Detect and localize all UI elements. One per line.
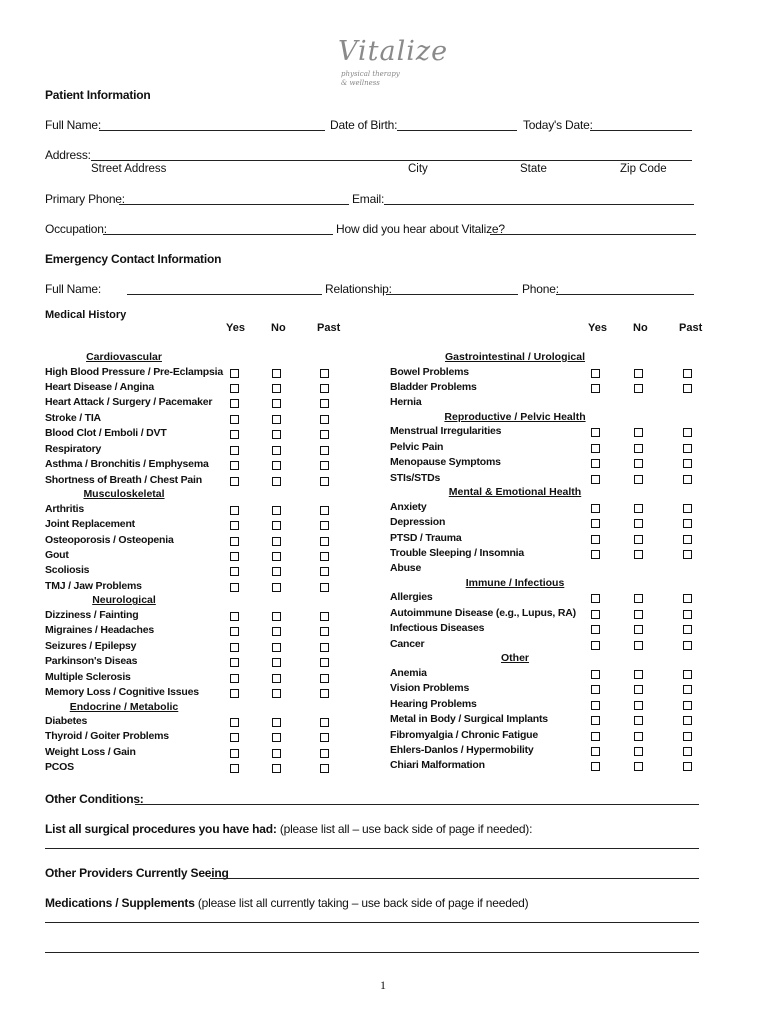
past-checkbox[interactable] [320, 612, 329, 621]
no-checkbox[interactable] [272, 674, 281, 683]
section-heading: Cardiovascular [86, 351, 162, 363]
yes-checkbox[interactable] [591, 625, 600, 634]
past-checkbox[interactable] [683, 444, 692, 453]
no-checkbox[interactable] [272, 764, 281, 773]
no-checkbox[interactable] [634, 625, 643, 634]
yes-checkbox[interactable] [230, 552, 239, 561]
full-name-field[interactable] [99, 130, 325, 131]
condition-label: Diabetes [45, 715, 88, 727]
condition-label: Menstrual Irregularities [390, 425, 502, 438]
no-checkbox[interactable] [272, 749, 281, 758]
no-checkbox[interactable] [272, 446, 281, 455]
full-name-label: Full Name: [45, 118, 102, 132]
past-checkbox[interactable] [320, 369, 329, 378]
condition-label: Asthma / Bronchitis / Emphysema [45, 458, 209, 471]
yes-checkbox[interactable] [230, 430, 239, 439]
yes-checkbox[interactable] [591, 444, 600, 453]
no-checkbox[interactable] [634, 535, 643, 544]
past-checkbox[interactable] [320, 384, 329, 393]
page-number: 1 [380, 978, 386, 992]
no-checkbox[interactable] [272, 430, 281, 439]
condition-label: Menopause Symptoms [390, 456, 501, 469]
past-checkbox[interactable] [320, 430, 329, 439]
past-checkbox[interactable] [683, 747, 692, 756]
condition-label: Parkinson's Diseas [45, 655, 138, 668]
yes-checkbox[interactable] [591, 550, 600, 559]
condition-label: Abuse [390, 562, 422, 575]
yes-checkbox[interactable] [591, 475, 600, 484]
yes-checkbox[interactable] [230, 764, 239, 773]
no-checkbox[interactable] [272, 658, 281, 667]
no-checkbox[interactable] [272, 415, 281, 424]
condition-label: Weight Loss / Gain [45, 745, 136, 758]
condition-label: Chiari Malformation [390, 759, 485, 772]
no-checkbox[interactable] [634, 519, 643, 528]
condition-label: Multiple Sclerosis [45, 670, 131, 683]
yes-checkbox[interactable] [230, 583, 239, 592]
past-checkbox[interactable] [320, 506, 329, 515]
condition-label: Memory Loss / Cognitive Issues [45, 686, 199, 699]
past-checkbox[interactable] [320, 733, 329, 742]
past-checkbox[interactable] [320, 537, 329, 546]
no-checkbox[interactable] [634, 701, 643, 710]
yes-checkbox[interactable] [591, 594, 600, 603]
past-checkbox[interactable] [320, 461, 329, 470]
no-checkbox[interactable] [272, 643, 281, 652]
past-checkbox[interactable] [683, 550, 692, 559]
past-checkbox[interactable] [320, 521, 329, 530]
yes-checkbox[interactable] [230, 415, 239, 424]
street-address-caption: Street Address [91, 163, 167, 175]
medical-history-heading: Medical History [45, 309, 127, 321]
no-checkbox[interactable] [272, 537, 281, 546]
yes-checkbox[interactable] [591, 384, 600, 393]
emergency-full-name-field[interactable] [127, 294, 322, 295]
surgical-procedures-field[interactable] [45, 848, 699, 849]
past-checkbox[interactable] [683, 594, 692, 603]
section-heading: Immune / Infectious [465, 576, 565, 589]
yes-checkbox[interactable] [591, 747, 600, 756]
section-heading: Reproductive / Pelvic Health [444, 410, 586, 423]
emergency-phone-field[interactable] [556, 294, 694, 295]
no-checkbox[interactable] [634, 641, 643, 650]
condition-label: Osteoporosis / Osteopenia [45, 533, 174, 546]
no-checkbox[interactable] [272, 612, 281, 621]
past-checkbox[interactable] [320, 627, 329, 636]
no-checkbox[interactable] [634, 732, 643, 741]
yes-checkbox[interactable] [591, 732, 600, 741]
patient-info-heading: Patient Information [45, 88, 151, 102]
no-checkbox[interactable] [634, 716, 643, 725]
primary-phone-field[interactable] [119, 204, 349, 205]
past-checkbox[interactable] [683, 459, 692, 468]
primary-phone-label: Primary Phone: [45, 192, 125, 206]
no-checkbox[interactable] [272, 718, 281, 727]
yes-checkbox[interactable] [591, 535, 600, 544]
vitalize-logo [338, 36, 449, 90]
condition-label: Heart Attack / Surgery / Pacemaker [45, 396, 213, 409]
condition-label: Blood Clot / Emboli / DVT [45, 427, 167, 440]
past-checkbox[interactable] [320, 689, 329, 698]
past-checkbox[interactable] [683, 641, 692, 650]
no-checkbox[interactable] [272, 399, 281, 408]
yes-checkbox[interactable] [230, 399, 239, 408]
no-checkbox[interactable] [634, 747, 643, 756]
no-checkbox[interactable] [272, 521, 281, 530]
zip-code-caption: Zip Code [620, 163, 667, 175]
yes-checkbox[interactable] [230, 689, 239, 698]
surgical-procedures-label: List all surgical procedures you have had: [45, 822, 277, 836]
section-heading: Musculoskeletal [83, 488, 165, 501]
yes-checkbox[interactable] [591, 428, 600, 437]
logo-tagline-2: & wellness [341, 79, 380, 87]
section-heading: Endocrine / Metabolic [69, 700, 179, 713]
emergency-phone-label: Phone: [522, 282, 559, 296]
logo-script: Vitalize [338, 36, 449, 67]
condition-label: Scoliosis [45, 564, 90, 577]
no-checkbox[interactable] [272, 627, 281, 636]
section-heading: Neurological [92, 594, 156, 607]
past-checkbox[interactable] [320, 658, 329, 667]
past-checkbox[interactable] [683, 504, 692, 513]
yes-checkbox[interactable] [591, 459, 600, 468]
past-checkbox[interactable] [683, 716, 692, 725]
condition-label: Gout [45, 548, 69, 561]
relationship-label: Relationship: [325, 282, 392, 296]
yes-checkbox[interactable] [230, 627, 239, 636]
email-label: Email: [352, 192, 385, 206]
past-checkbox[interactable] [320, 477, 329, 486]
no-checkbox[interactable] [634, 550, 643, 559]
no-checkbox[interactable] [634, 384, 643, 393]
no-checkbox[interactable] [634, 610, 643, 619]
condition-label: Anemia [390, 666, 427, 679]
yes-checkbox[interactable] [591, 610, 600, 619]
left-col-yes-header: Yes [226, 322, 245, 334]
condition-label: Hernia [390, 396, 422, 409]
yes-checkbox[interactable] [591, 519, 600, 528]
condition-label: TMJ / Jaw Problems [45, 579, 142, 592]
section-heading: Gastrointestinal / Urological [444, 351, 586, 363]
past-checkbox[interactable] [683, 685, 692, 694]
yes-checkbox[interactable] [230, 461, 239, 470]
left-col-past-header: Past [317, 322, 341, 334]
condition-label: Seizures / Epilepsy [45, 639, 137, 652]
no-checkbox[interactable] [272, 552, 281, 561]
condition-label: Dizziness / Fainting [45, 608, 139, 621]
email-field[interactable] [384, 204, 694, 205]
past-checkbox[interactable] [320, 749, 329, 758]
no-checkbox[interactable] [272, 583, 281, 592]
other-providers-field[interactable] [210, 878, 699, 879]
right-col-yes-header: Yes [588, 322, 607, 334]
yes-checkbox[interactable] [591, 504, 600, 513]
state-caption: State [520, 163, 547, 175]
medications-label: Medications / Supplements [45, 896, 195, 910]
past-checkbox[interactable] [320, 718, 329, 727]
yes-checkbox[interactable] [230, 506, 239, 515]
no-checkbox[interactable] [272, 567, 281, 576]
past-checkbox[interactable] [320, 643, 329, 652]
section-heading: Other [500, 652, 530, 665]
medications-field-line-1[interactable] [45, 922, 699, 923]
yes-checkbox[interactable] [230, 537, 239, 546]
condition-label: Metal in Body / Surgical Implants [390, 713, 548, 726]
condition-label: Heart Disease / Angina [45, 380, 155, 393]
yes-checkbox[interactable] [591, 685, 600, 694]
past-checkbox[interactable] [320, 674, 329, 683]
condition-label: STIs/STDs [390, 471, 441, 484]
occupation-field[interactable] [103, 234, 333, 235]
past-checkbox[interactable] [683, 535, 692, 544]
condition-label: Fibromyalgia / Chronic Fatigue [390, 728, 539, 741]
past-checkbox[interactable] [320, 583, 329, 592]
no-checkbox[interactable] [272, 461, 281, 470]
today-date-label: Today's Date: [523, 118, 593, 132]
yes-checkbox[interactable] [230, 384, 239, 393]
condition-label: PTSD / Trauma [390, 531, 462, 544]
other-providers-label: Other Providers Currently Seeing [45, 866, 229, 880]
no-checkbox[interactable] [272, 477, 281, 486]
medications-field-line-2[interactable] [45, 952, 699, 953]
condition-label: Arthritis [45, 502, 85, 515]
address-field[interactable] [91, 160, 692, 161]
yes-checkbox[interactable] [591, 641, 600, 650]
no-checkbox[interactable] [634, 670, 643, 679]
condition-label: Allergies [390, 591, 433, 604]
past-checkbox[interactable] [320, 552, 329, 561]
other-conditions-label: Other Conditions: [45, 792, 144, 806]
yes-checkbox[interactable] [230, 477, 239, 486]
no-checkbox[interactable] [272, 733, 281, 742]
yes-checkbox[interactable] [230, 446, 239, 455]
condition-label: Joint Replacement [45, 518, 135, 531]
condition-label: Thyroid / Goiter Problems [45, 730, 169, 743]
no-checkbox[interactable] [272, 384, 281, 393]
left-col-no-header: No [271, 322, 286, 334]
surgical-procedures-prompt [45, 822, 532, 836]
no-checkbox[interactable] [272, 506, 281, 515]
address-label: Address: [45, 148, 91, 162]
condition-label: Infectious Diseases [390, 622, 485, 635]
medications-prompt [45, 896, 528, 910]
condition-label: Depression [390, 516, 446, 529]
no-checkbox[interactable] [634, 459, 643, 468]
yes-checkbox[interactable] [230, 567, 239, 576]
yes-checkbox[interactable] [230, 643, 239, 652]
dob-label: Date of Birth: [330, 118, 398, 132]
yes-checkbox[interactable] [230, 674, 239, 683]
yes-checkbox[interactable] [591, 762, 600, 771]
other-conditions-field[interactable] [135, 804, 699, 805]
past-checkbox[interactable] [683, 701, 692, 710]
yes-checkbox[interactable] [230, 733, 239, 742]
condition-label: Migraines / Headaches [45, 624, 155, 637]
referral-source-label: How did you hear about Vitalize? [336, 222, 505, 236]
past-checkbox[interactable] [683, 384, 692, 393]
no-checkbox[interactable] [634, 369, 643, 378]
yes-checkbox[interactable] [591, 369, 600, 378]
past-checkbox[interactable] [683, 670, 692, 679]
condition-label: Shortness of Breath / Chest Pain [45, 473, 202, 486]
no-checkbox[interactable] [634, 762, 643, 771]
no-checkbox[interactable] [634, 594, 643, 603]
no-checkbox[interactable] [272, 369, 281, 378]
referral-source-field[interactable] [490, 234, 696, 235]
today-date-field[interactable] [590, 130, 692, 131]
past-checkbox[interactable] [683, 519, 692, 528]
past-checkbox[interactable] [320, 446, 329, 455]
no-checkbox[interactable] [634, 444, 643, 453]
past-checkbox[interactable] [683, 428, 692, 437]
section-heading: Mental & Emotional Health [448, 486, 582, 499]
past-checkbox[interactable] [683, 610, 692, 619]
yes-checkbox[interactable] [591, 701, 600, 710]
surgical-procedures-note: (please list all – use back side of page if needed): [279, 822, 533, 836]
city-caption: City [408, 163, 428, 175]
condition-label: Cancer [390, 637, 425, 650]
yes-checkbox[interactable] [591, 716, 600, 725]
past-checkbox[interactable] [320, 567, 329, 576]
condition-label: Vision Problems [390, 682, 470, 695]
past-checkbox[interactable] [683, 369, 692, 378]
past-checkbox[interactable] [683, 475, 692, 484]
condition-label: Ehlers-Danlos / Hypermobility [390, 743, 534, 756]
condition-label: Hearing Problems [390, 697, 477, 710]
no-checkbox[interactable] [634, 428, 643, 437]
yes-checkbox[interactable] [230, 718, 239, 727]
right-col-no-header: No [633, 322, 648, 334]
dob-field[interactable] [397, 130, 517, 131]
relationship-field[interactable] [386, 294, 518, 295]
yes-checkbox[interactable] [230, 749, 239, 758]
yes-checkbox[interactable] [230, 658, 239, 667]
condition-label: Stroke / TIA [45, 411, 101, 424]
condition-label: Pelvic Pain [390, 440, 444, 453]
no-checkbox[interactable] [634, 475, 643, 484]
past-checkbox[interactable] [683, 732, 692, 741]
no-checkbox[interactable] [634, 504, 643, 513]
past-checkbox[interactable] [683, 625, 692, 634]
condition-label: High Blood Pressure / Pre-Eclampsia [45, 365, 223, 378]
condition-label: Autoimmune Disease (e.g., Lupus, RA) [390, 606, 576, 619]
medications-note: (please list all currently taking – use back side of page if needed) [197, 896, 529, 910]
right-col-past-header: Past [679, 322, 703, 334]
emergency-full-name-label: Full Name: [45, 282, 102, 296]
no-checkbox[interactable] [272, 689, 281, 698]
no-checkbox[interactable] [634, 685, 643, 694]
occupation-label: Occupation: [45, 222, 107, 236]
condition-label: Trouble Sleeping / Insomnia [390, 547, 525, 559]
yes-checkbox[interactable] [591, 670, 600, 679]
condition-label: Anxiety [390, 500, 427, 513]
logo-tagline-1: physical therapy [341, 70, 400, 78]
condition-label: PCOS [45, 761, 74, 774]
past-checkbox[interactable] [320, 399, 329, 408]
yes-checkbox[interactable] [230, 612, 239, 621]
past-checkbox[interactable] [683, 762, 692, 771]
past-checkbox[interactable] [320, 764, 329, 773]
condition-label: Bowel Problems [390, 365, 469, 378]
past-checkbox[interactable] [320, 415, 329, 424]
yes-checkbox[interactable] [230, 369, 239, 378]
condition-label: Respiratory [45, 442, 102, 455]
condition-label: Bladder Problems [390, 380, 477, 393]
yes-checkbox[interactable] [230, 521, 239, 530]
emergency-contact-heading: Emergency Contact Information [45, 252, 222, 266]
